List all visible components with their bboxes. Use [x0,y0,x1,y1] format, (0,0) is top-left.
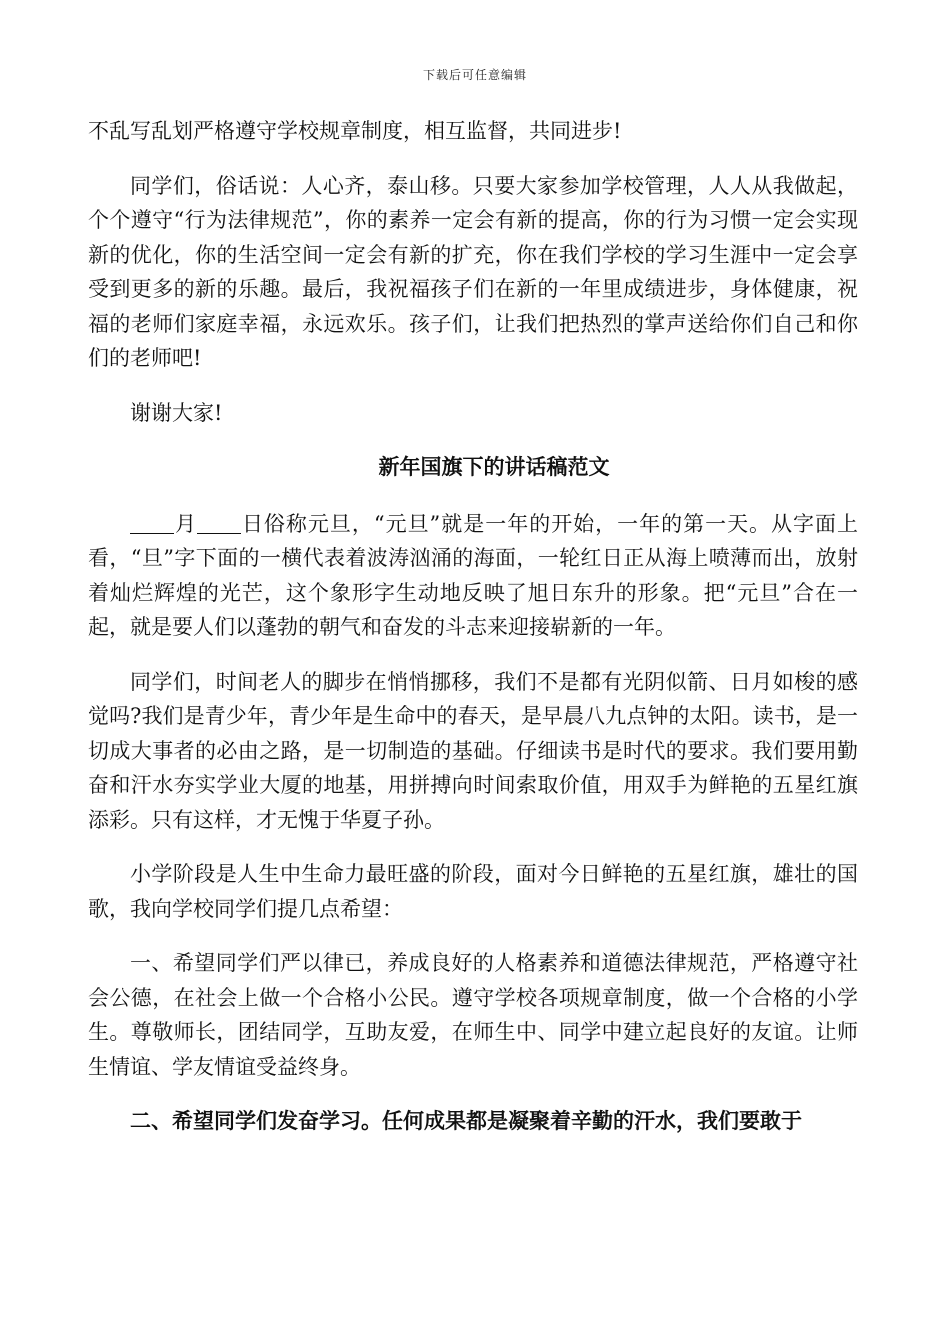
document-body [88,114,858,1159]
paragraph-thanks: 谢谢大家! [130,400,223,425]
section-title: 新年国旗下的讲话稿范文 [378,454,610,479]
paragraph-time: 同学们，时间老人的脚步在悄悄挪移，我们不是都有光阴似箭、日月如梭的感觉吗?我们是青少年，青少年是生命中的春天，是早晨八九点钟的太阳。读书，是一切成大事者的必由之路，是一切制造的基础。仔细读书是时代的要求。我们要用勤奋和汗水夯实学业大厦的地基，用拼搏向时间索取价值，用双手为鲜艳的五星红旗添彩。只有这样，才无愧于华夏子孙。 [88,669,858,832]
paragraph-hope-two: 二、希望同学们发奋学习。任何成果都是凝聚着辛勤的汗水，我们要敢于 [130,1108,802,1133]
paragraph-hope-one: 一、希望同学们严以律已，养成良好的人格素养和道德法律规范，严格遵守社会公德，在社会上做一个合格小公民。遵守学校各项规章制度，做一个合格的小学生。尊敬师长，团结同学，互助友爱，在师生中、同学中建立起良好的友谊。让师生情谊、学友情谊受益终身。 [88,951,858,1079]
paragraph-hopes-intro: 小学阶段是人生中生命力最旺盛的阶段，面对今日鲜艳的五星红旗，雄壮的国歌，我向学校同学们提几点希望： [88,862,858,921]
page-header: 下载后可任意编辑 [422,68,527,82]
paragraph-intro [88,507,858,645]
paragraph-closing-speech: 同学们，俗话说：人心齐，泰山移。只要大家参加学校管理，人人从我做起，个个遵守“行为法律规范”，你的素养一定会有新的提高，你的行为习惯一定会实现新的优化，你的生活空间一定会有新的扩充，你在我们学校的学习生涯中一定会享受到更多的新的乐趣。最后，我祝福孩子们在新的一年里成绩进步，身体健康，祝福的老师们家庭幸福，永远欢乐。孩子们，让我们把热烈的掌声送给你们自己和你们的老师吧! [88,173,858,370]
date-blank-month [130,512,174,534]
date-blank-day [197,512,241,534]
paragraph-closing-line: 不乱写乱划严格遵守学校规章制度，相互监督，共同进步! [88,119,622,143]
intro-text: 日俗称元旦，“元旦”就是一年的开始，一年的第一天。从字面上看，“旦”字下面的一横代表着波涛汹涌的海面，一轮红日正从海上喷薄而出，放射着灿烂辉煌的光芒，这个象形字生动地反映了旭日东升的形象。把“元旦”合在一起，就是要人们以蓬勃的朝气和奋发的斗志来迎接崭新的一年。 [88,511,858,639]
intro-month-label: 月 [174,511,197,536]
